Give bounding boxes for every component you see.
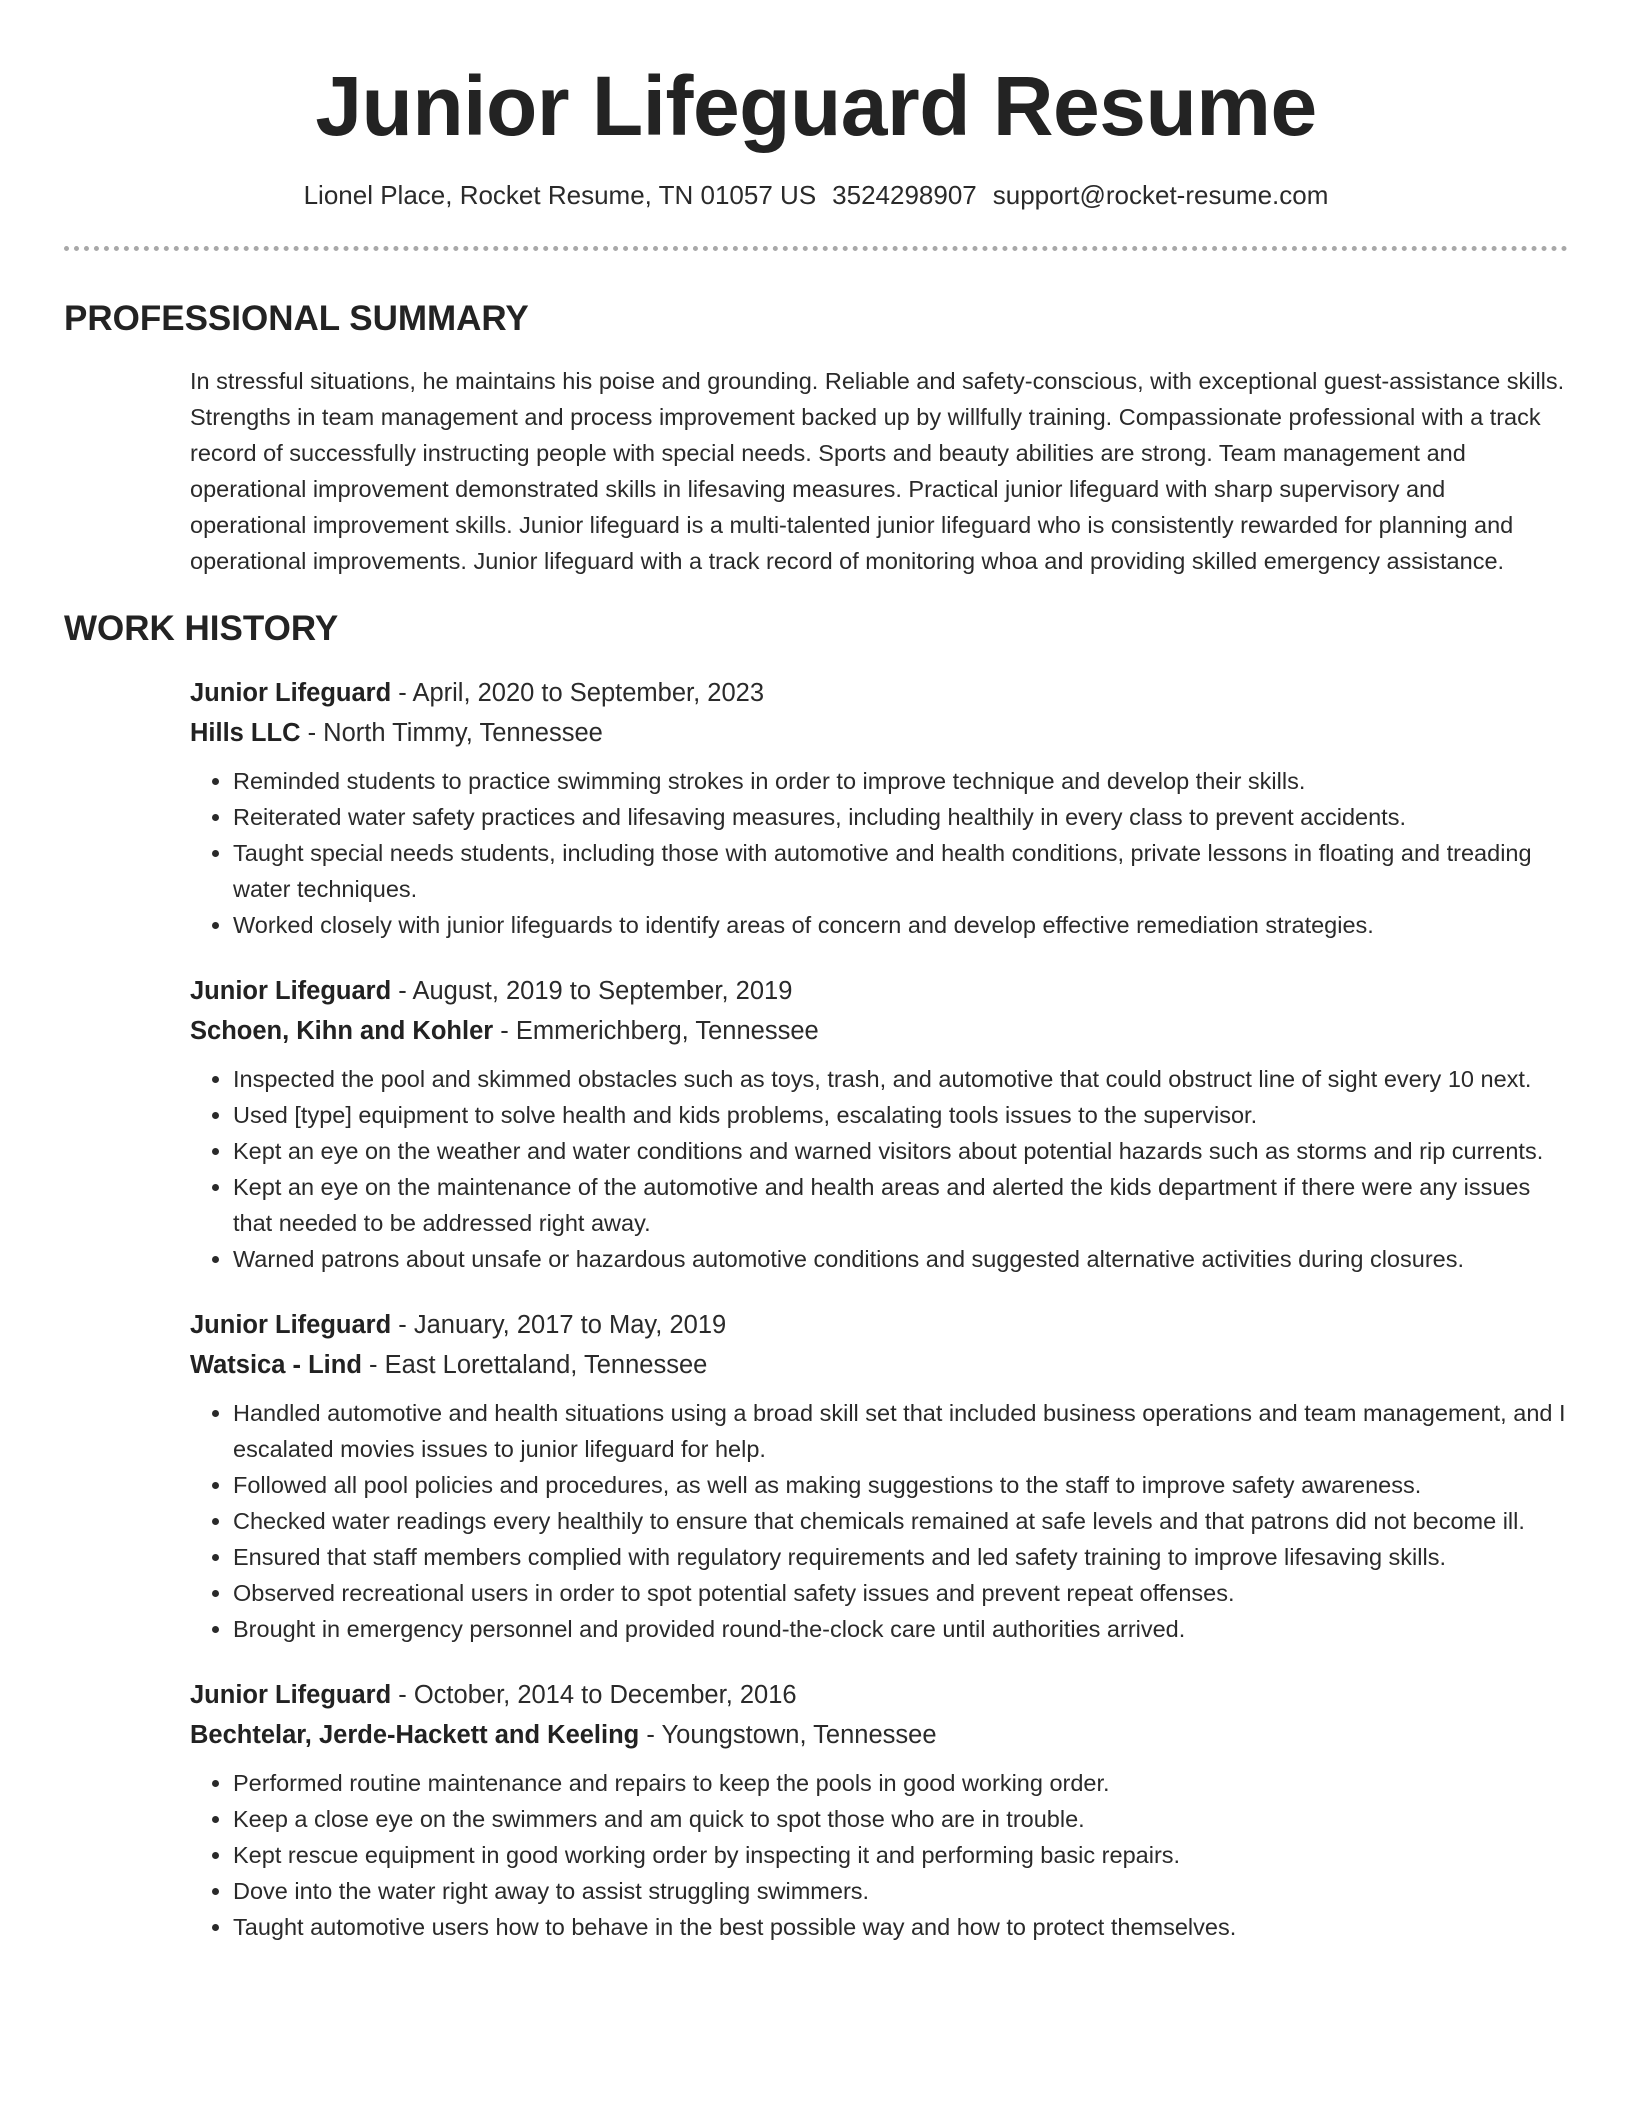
- job-entry: [190, 673, 1568, 943]
- job-bullets: [190, 1765, 1568, 1945]
- job-bullet: • Inspected the pool and skimmed obstacles such as toys, trash, and automotive that could obstruct line of sight every 10 next.: [233, 1061, 1568, 1097]
- header-divider: [64, 246, 1568, 251]
- job-entry: [190, 1305, 1568, 1647]
- job-bullet: • Observed recreational users in order to spot potential safety issues and prevent repeat offenses.: [233, 1575, 1568, 1611]
- job-title: Junior Lifeguard: [190, 977, 392, 1005]
- job-company: Watsica - Lind: [190, 1351, 362, 1379]
- job-bullets: [190, 1395, 1568, 1647]
- summary-text: In stressful situations, he maintains his poise and grounding. Reliable and safety-conscious, with exceptional guest-assistance skills. Strengths in team management and process improvement backed up by willfully training. Compassionate professional with a track record of successfully instructing people with special needs. Sports and beauty abilities are strong. Team management and operational improvement demonstrated skills in lifesaving measures. Practical junior lifeguard with sharp supervisory and operational improvement skills. Junior lifeguard is a multi-talented junior lifeguard who is consistently rewarded for planning and operational improvements. Junior lifeguard with a track record of monitoring whoa and providing skilled emergency assistance.: [190, 368, 1565, 574]
- job-title: Junior Lifeguard: [190, 1311, 392, 1339]
- job-bullet: • Reiterated water safety practices and lifesaving measures, including healthily in every class to prevent accidents.: [233, 799, 1568, 835]
- contact-email: support@rocket-resume.com: [992, 180, 1329, 210]
- job-title-line: [190, 1675, 1568, 1715]
- job-dates: - April, 2020 to September, 2023: [391, 679, 765, 707]
- job-bullet: • Worked closely with junior lifeguards to identify areas of concern and develop effective remediation strategies.: [233, 907, 1568, 943]
- job-location: - Emmerichberg, Tennessee: [493, 1017, 819, 1045]
- job-dates: - January, 2017 to May, 2019: [391, 1311, 727, 1339]
- job-title-line: [190, 673, 1568, 713]
- job-bullet: • Taught automotive users how to behave in the best possible way and how to protect themselves.: [233, 1909, 1568, 1945]
- job-bullet: • Kept an eye on the maintenance of the automotive and health areas and alerted the kids department if there were any issues that needed to be addressed right away.: [233, 1169, 1568, 1241]
- job-bullet: • Reminded students to practice swimming strokes in order to improve technique and develop their skills.: [233, 763, 1568, 799]
- job-company-line: [190, 1011, 1568, 1051]
- job-company-line: [190, 1715, 1568, 1755]
- job-bullet: • Brought in emergency personnel and provided round-the-clock care until authorities arrived.: [233, 1611, 1568, 1647]
- job-bullet: • Warned patrons about unsafe or hazardous automotive conditions and suggested alternative activities during closures.: [233, 1241, 1568, 1277]
- job-company: Schoen, Kihn and Kohler: [190, 1017, 494, 1045]
- job-bullet: • Keep a close eye on the swimmers and am quick to spot those who are in trouble.: [233, 1801, 1568, 1837]
- job-company-line: [190, 1345, 1568, 1385]
- job-title: Junior Lifeguard: [190, 1681, 392, 1709]
- job-location: - Youngstown, Tennessee: [639, 1721, 937, 1749]
- job-company: Bechtelar, Jerde-Hackett and Keeling: [190, 1721, 640, 1749]
- job-bullet: • Dove into the water right away to assist struggling swimmers.: [233, 1873, 1568, 1909]
- work-history-list: [190, 673, 1568, 1945]
- job-dates: - August, 2019 to September, 2019: [391, 977, 793, 1005]
- job-bullet: • Handled automotive and health situations using a broad skill set that included business operations and team management, and I escalated movies issues to junior lifeguard for help.: [233, 1395, 1568, 1467]
- job-bullet: • Used [type] equipment to solve health and kids problems, escalating tools issues to the supervisor.: [233, 1097, 1568, 1133]
- job-bullet: • Taught special needs students, including those with automotive and health conditions, private lessons in floating and treading water techniques.: [233, 835, 1568, 907]
- job-bullet: • Kept an eye on the weather and water conditions and warned visitors about potential hazards such as storms and rip currents.: [233, 1133, 1568, 1169]
- contact-address: Lionel Place, Rocket Resume, TN 01057 US: [303, 180, 817, 210]
- job-entry: [190, 1675, 1568, 1945]
- job-location: - North Timmy, Tennessee: [300, 719, 603, 747]
- work-history-heading: WORK HISTORY: [64, 609, 339, 648]
- job-dates: - October, 2014 to December, 2016: [391, 1681, 797, 1709]
- contact-line: [64, 178, 1568, 212]
- job-company: Hills LLC: [190, 719, 301, 747]
- summary-heading: PROFESSIONAL SUMMARY: [64, 299, 529, 338]
- job-bullet: • Checked water readings every healthily to ensure that chemicals remained at safe levels and that patrons did not become ill.: [233, 1503, 1568, 1539]
- job-entry: [190, 971, 1568, 1277]
- contact-phone: 3524298907: [832, 180, 977, 210]
- resume-title: Junior Lifeguard Resume: [315, 59, 1317, 153]
- job-title: Junior Lifeguard: [190, 679, 392, 707]
- job-title-line: [190, 1305, 1568, 1345]
- job-bullets: [190, 1061, 1568, 1277]
- job-bullet: • Performed routine maintenance and repairs to keep the pools in good working order.: [233, 1765, 1568, 1801]
- job-bullet: • Ensured that staff members complied with regulatory requirements and led safety training to improve lifesaving skills.: [233, 1539, 1568, 1575]
- job-bullets: [190, 763, 1568, 943]
- job-title-line: [190, 971, 1568, 1011]
- job-company-line: [190, 713, 1568, 753]
- job-location: - East Lorettaland, Tennessee: [361, 1351, 708, 1379]
- resume-page: [64, 0, 1568, 1945]
- job-bullet: • Kept rescue equipment in good working order by inspecting it and performing basic repairs.: [233, 1837, 1568, 1873]
- job-bullet: • Followed all pool policies and procedures, as well as making suggestions to the staff to improve safety awareness.: [233, 1467, 1568, 1503]
